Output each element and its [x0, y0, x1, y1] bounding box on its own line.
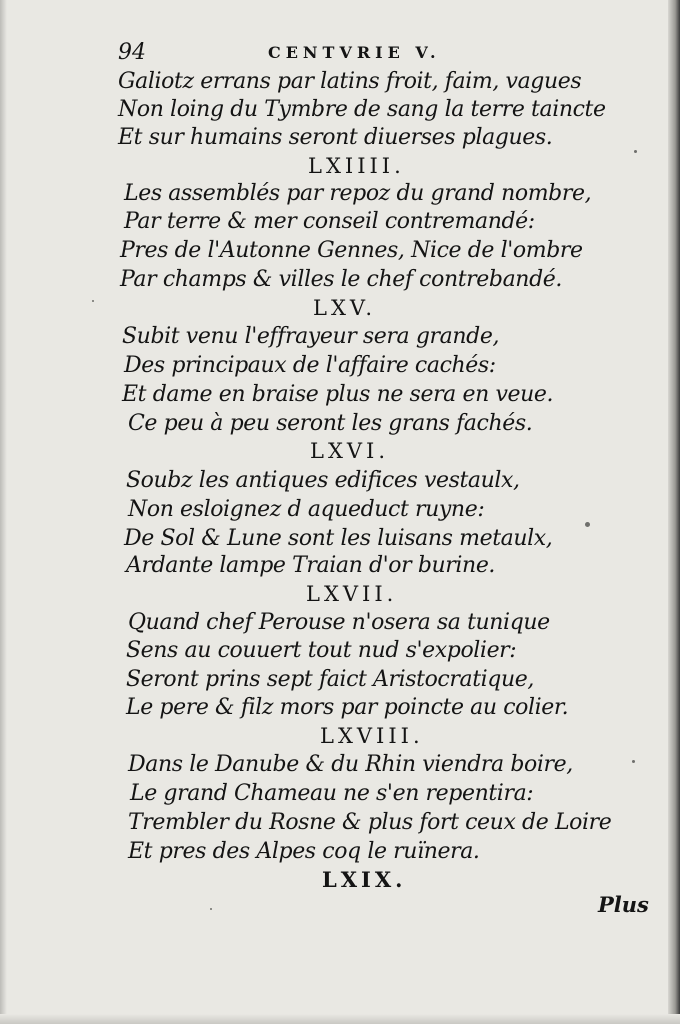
verse-line: Et sur humains seront diuerses plagues.: [118, 125, 553, 150]
quatrain-number: LXVII.: [306, 582, 398, 606]
ink-speck: [634, 150, 637, 153]
verse-line: Les assemblés par repoz du grand nombre,: [124, 181, 592, 206]
verse-line: Pres de l'Autonne Gennes, Nice de l'ombre: [120, 238, 583, 263]
verse-line: Sens au couuert tout nud s'expolier:: [126, 638, 517, 663]
ink-speck: [210, 908, 212, 910]
verse-line: Le pere & filz mors par poincte au colier.: [126, 695, 569, 720]
quatrain-number: LXVI.: [310, 439, 390, 463]
verse-line: Quand chef Perouse n'osera sa tunique: [128, 610, 550, 635]
verse-line: Ardante lampe Traian d'or burine.: [126, 553, 496, 578]
verse-line: Et pres des Alpes coq le ruïnera.: [128, 839, 480, 864]
verse-line: Galiotz errans par latins froit, faim, vagues: [118, 69, 582, 94]
verse-line: De Sol & Lune sont les luisans metaulx,: [124, 526, 553, 551]
verse-line: Des principaux de l'affaire cachés:: [124, 353, 496, 378]
verse-line: Non loing du Tymbre de sang la terre taincte: [118, 97, 606, 122]
verse-line: Par terre & mer conseil contremandé:: [124, 209, 535, 234]
verse-line: Et dame en braise plus ne sera en veue.: [122, 382, 554, 407]
running-title: CENTVRIE V.: [268, 43, 441, 62]
verse-line: Trembler du Rosne & plus fort ceux de Loire: [128, 810, 612, 835]
verse-line: Subit venu l'effrayeur sera grande,: [122, 324, 500, 349]
verse-line: Dans le Danube & du Rhin viendra boire,: [128, 752, 573, 777]
verse-line: Non esloignez d aqueduct ruyne:: [128, 497, 485, 522]
verse-line: Ce peu à peu seront les grans fachés.: [128, 411, 533, 436]
verse-line: Le grand Chameau ne s'en repentira:: [130, 781, 534, 806]
ink-speck: [585, 522, 590, 527]
quatrain-number: LXIIII.: [308, 154, 405, 178]
catchword: Plus: [598, 892, 649, 917]
page-number: 94: [118, 40, 146, 65]
verse-line: Seront prins sept faict Aristocratique,: [126, 667, 534, 692]
quatrain-number: LXVIII.: [320, 724, 424, 748]
verse-line: Par champs & villes le chef contrebandé.: [120, 267, 562, 292]
quatrain-number: LXIX.: [322, 867, 407, 892]
quatrain-number: LXV.: [313, 296, 377, 320]
verse-line: Soubz les antiques edifices vestaulx,: [126, 468, 520, 493]
ink-speck: [92, 300, 94, 302]
ink-speck: [632, 760, 635, 763]
